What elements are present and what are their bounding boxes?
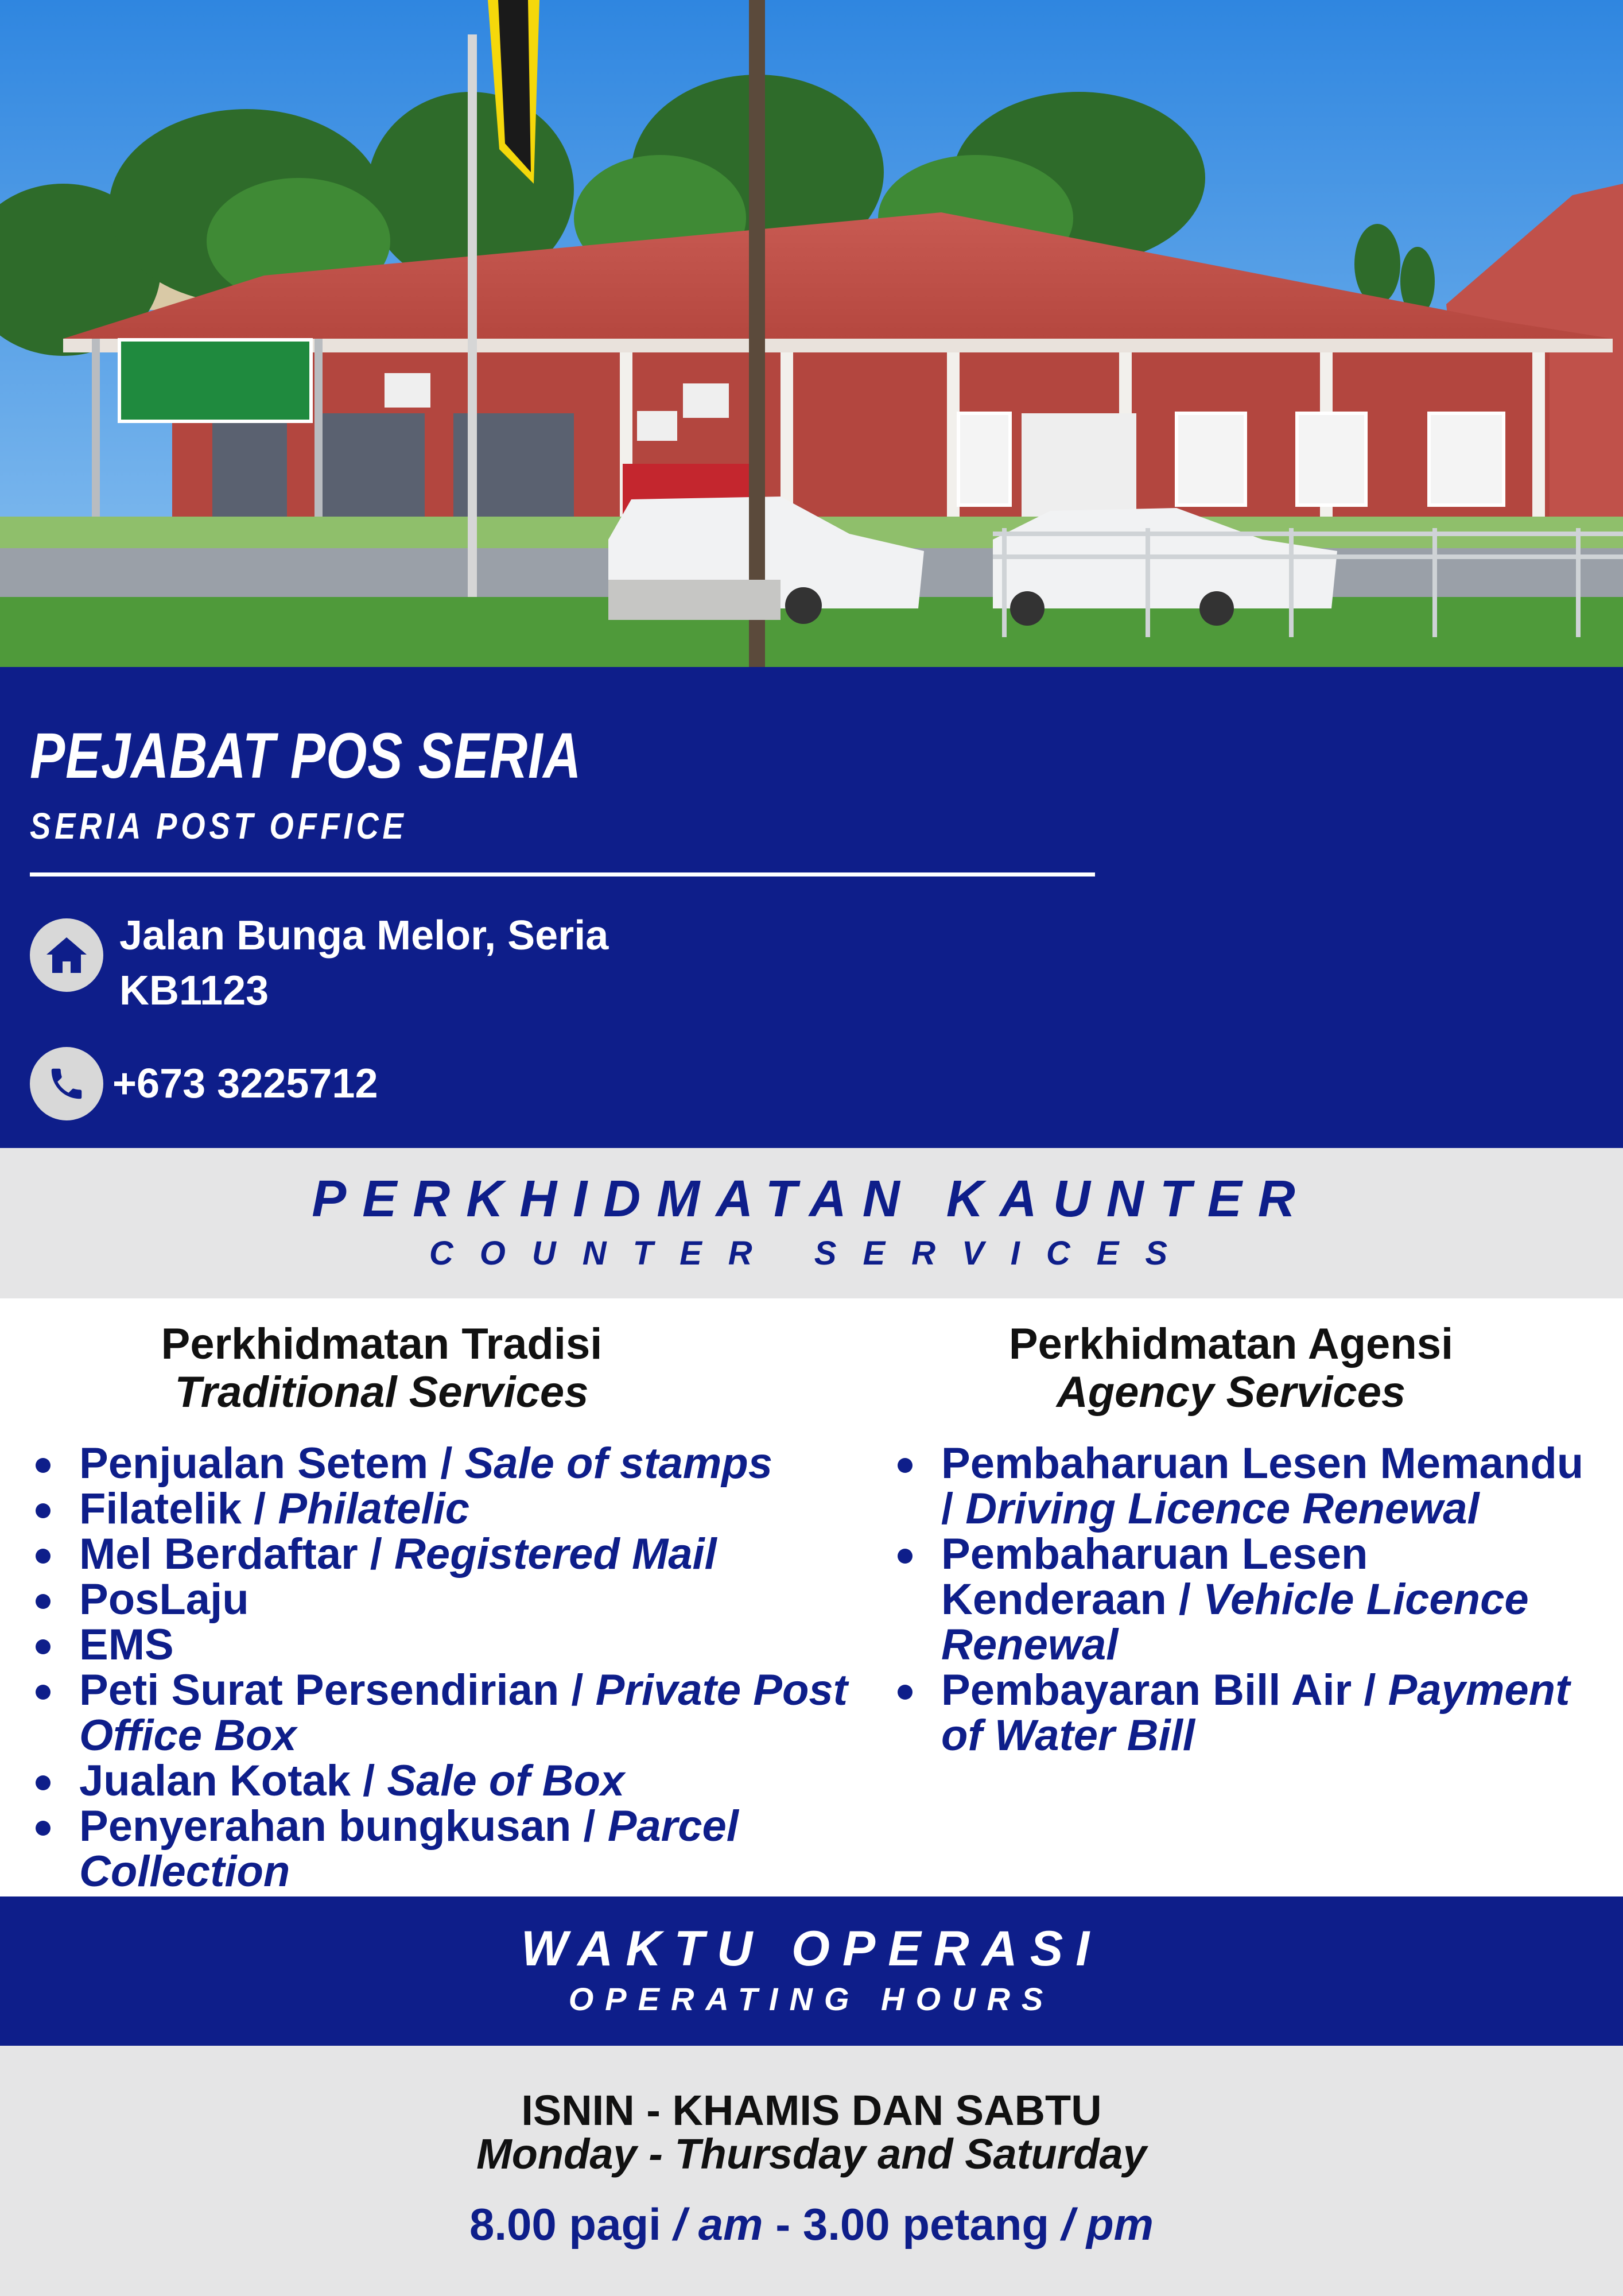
item-en: Payment of Water Bill bbox=[941, 1666, 1570, 1760]
operating-hours-subtitle: OPERATING HOURS bbox=[568, 1981, 1055, 2017]
operating-time bbox=[0, 2198, 1623, 2251]
counter-services-subtitle: COUNTER SERVICES bbox=[429, 1235, 1194, 1272]
counter-services-heading bbox=[0, 1148, 1623, 1298]
operating-hours-title: WAKTU OPERASI bbox=[521, 1921, 1102, 1976]
counter-services-title: PERKHIDMATAN KAUNTER bbox=[312, 1170, 1311, 1228]
address-line-1: Jalan Bunga Melor, Seria bbox=[119, 913, 609, 959]
item-ms: Penyerahan bungkusan / bbox=[79, 1802, 608, 1851]
list-item bbox=[31, 1758, 869, 1804]
item-ms: Pembaharuan Lesen Kenderaan / bbox=[941, 1530, 1368, 1624]
list-item bbox=[893, 1441, 1605, 1531]
operating-days-ms: ISNIN - KHAMIS DAN SABTU bbox=[521, 2086, 1102, 2134]
open-time-en: / am bbox=[673, 2199, 763, 2250]
item-en: Sale of stamps bbox=[464, 1439, 772, 1488]
item-en: Private Post Office Box bbox=[79, 1666, 848, 1760]
item-en: Vehicle Licence Renewal bbox=[941, 1575, 1529, 1669]
schedule-section bbox=[0, 2046, 1623, 2296]
item-ms: Penjualan Setem / bbox=[79, 1439, 465, 1488]
list-item bbox=[31, 1667, 869, 1758]
header-divider bbox=[30, 872, 1095, 876]
item-en: Philatelic bbox=[278, 1484, 470, 1533]
list-item bbox=[31, 1441, 869, 1486]
agency-heading-ms: Perkhidmatan Agensi bbox=[1008, 1320, 1454, 1368]
close-time-ms: 3.00 petang bbox=[802, 2199, 1062, 2250]
item-en: Parcel Collection bbox=[79, 1802, 739, 1896]
item-ms: Mel Berdaftar / bbox=[79, 1530, 395, 1578]
list-item bbox=[893, 1531, 1605, 1667]
list-item bbox=[31, 1622, 869, 1667]
traditional-heading-ms: Perkhidmatan Tradisi bbox=[161, 1320, 603, 1368]
home-icon bbox=[30, 918, 103, 992]
phone-number: +673 3225712 bbox=[112, 1061, 378, 1107]
traditional-heading-en: Traditional Services bbox=[174, 1368, 589, 1417]
list-item bbox=[31, 1486, 869, 1531]
agency-heading-en: Agency Services bbox=[1056, 1368, 1406, 1417]
item-en: Driving Licence Renewal bbox=[965, 1484, 1480, 1533]
item-ms: Pembayaran Bill Air / bbox=[941, 1666, 1388, 1715]
agency-services-heading bbox=[878, 1320, 1584, 1417]
traditional-services-heading bbox=[34, 1320, 729, 1417]
open-time-ms: 8.00 pagi bbox=[469, 2199, 674, 2250]
office-title: PEJABAT POS SERIA bbox=[30, 720, 582, 792]
address-line-2: KB1123 bbox=[119, 968, 269, 1014]
item-ms: PosLaju bbox=[79, 1575, 249, 1624]
header-band bbox=[0, 667, 1623, 1148]
time-separator: - bbox=[763, 2199, 803, 2250]
item-ms: Jualan Kotak / bbox=[79, 1756, 387, 1805]
operating-hours-heading bbox=[0, 1896, 1623, 2046]
item-en: Registered Mail bbox=[394, 1530, 717, 1578]
close-time-en: / pm bbox=[1061, 2199, 1154, 2250]
list-item bbox=[31, 1577, 869, 1622]
traditional-services-list bbox=[31, 1441, 869, 1894]
item-ms: Filatelik / bbox=[79, 1484, 278, 1533]
agency-services-list bbox=[893, 1441, 1605, 1758]
item-en: Sale of Box bbox=[387, 1756, 625, 1805]
operating-days-en: Monday - Thursday and Saturday bbox=[476, 2130, 1147, 2178]
item-ms: Pembaharuan Lesen Memandu / bbox=[941, 1439, 1584, 1533]
list-item bbox=[31, 1531, 869, 1577]
list-item bbox=[31, 1804, 869, 1894]
item-ms: EMS bbox=[79, 1620, 174, 1669]
list-item bbox=[893, 1667, 1605, 1758]
phone-icon bbox=[30, 1047, 103, 1120]
office-subtitle: SERIA POST OFFICE bbox=[30, 805, 407, 847]
item-ms: Peti Surat Persendirian / bbox=[79, 1666, 596, 1715]
post-office-photo bbox=[0, 0, 1623, 667]
